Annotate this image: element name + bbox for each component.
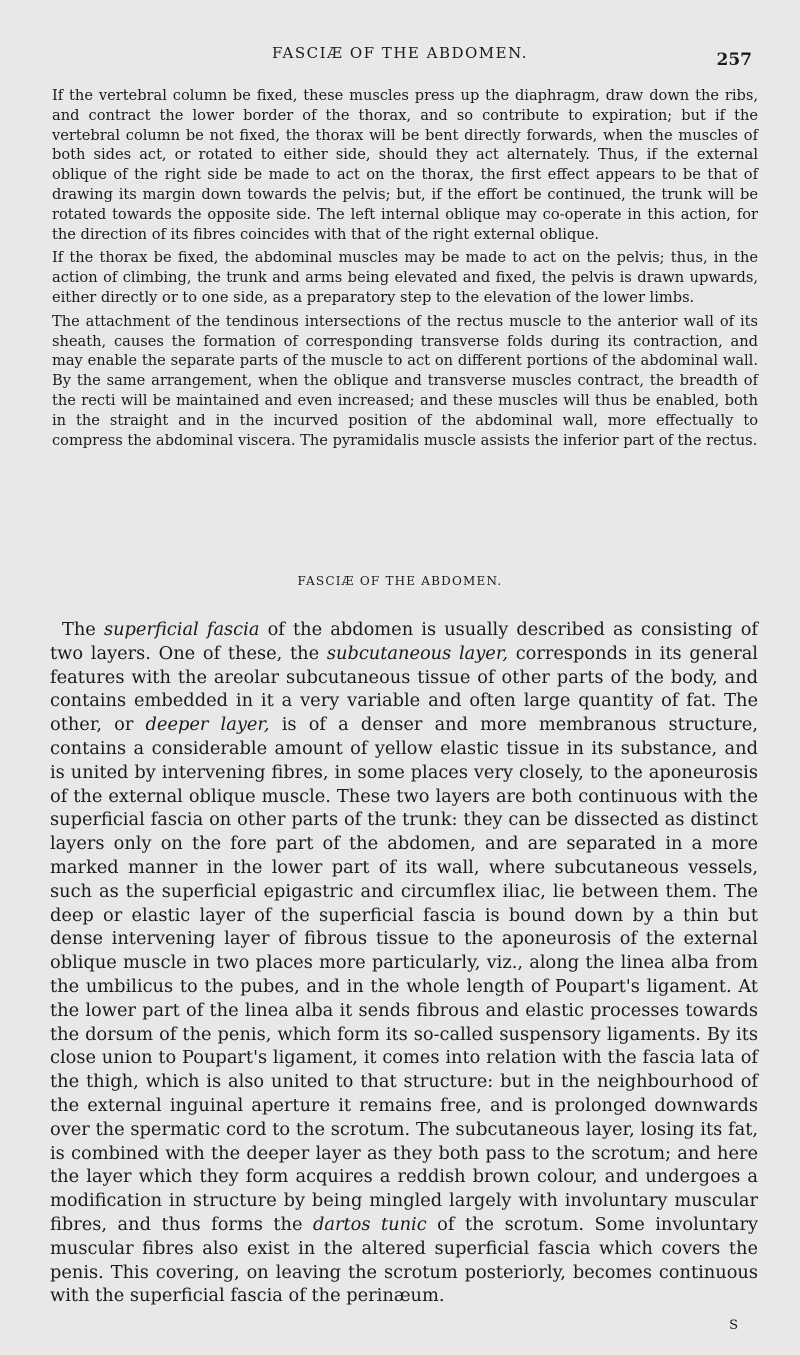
paragraph-vertebral-column: If the vertebral column be fixed, these muscles press up the diaphragm, draw down the ribs, and contract the lower border of the thorax, and so contribute to expiration; but if the vertebral column be not fixed, the thorax will be bent directly forwards, when the muscles of both sides act, or rotated to either side, should they act alternately. Thus, if the external oblique of the right side be made to act on the thorax, the first effect appears to be that of drawing its margin down towards the pelvis; but, if the effort be continued, the trunk will be rotated towards the opposite side. The left internal oblique may co-operate in this action, for the direction of its fibres coincides with that of the right external oblique.	[52, 87, 758, 243]
section-heading: FASCIÆ OF THE ABDOMEN.	[297, 574, 503, 588]
text-run: The	[62, 619, 104, 640]
signature-mark: S	[729, 1318, 738, 1333]
paragraph-superficial-fascia	[50, 618, 758, 1308]
fascia-section-body	[50, 618, 758, 1308]
term-deeper-layer: deeper layer,	[145, 714, 270, 736]
term-superficial-fascia: superficial fascia	[103, 619, 260, 640]
text-run: corresponds in its general features with the areolar subcutaneous tissue of other parts of the body, and contains embedded in it a very variable and often large quantity of fat. The other, or	[50, 642, 758, 736]
term-subcutaneous-layer: subcutaneous layer,	[326, 642, 509, 664]
page-number: 257	[716, 50, 752, 70]
text-run: of the abdomen is usually described as consisting of two layers. One of these, the	[50, 619, 758, 664]
term-dartos-tunic: dartos tunic	[313, 1213, 427, 1235]
running-title: FASCIÆ OF THE ABDOMEN.	[271, 44, 529, 62]
paragraph-tendinous-intersections: The attachment of the tendinous intersections of the rectus muscle to the anterior wall of its sheath, causes the formation of corresponding transverse folds during its contraction, and may enable the separate parts of the muscle to act on different portions of the abdominal wall. By the same arrangement, when the oblique and transverse muscles contract, the breadth of the recti will be maintained and even increased; and these muscles will thus be enabled, both in the straight and in the incurved position of the abdominal wall, more effectually to compress the abdominal viscera. The pyramidalis muscle assists the inferior part of the rectus.	[52, 312, 758, 449]
text-run: is of a denser and more membranous structure, contains a considerable amount of yellow elastic tissue in its substance, and is united by intervening fibres, in some places very closely, to the aponeurosis of the external oblique muscle. These two layers are both continuous with the superficial fascia on other parts of the trunk: they can be dissected as distinct layers only on the fore part of the abdomen, and are separated in a more marked manner in the lower part of its wall, where subcutaneous vessels, such as the superficial epigastric and circumflex iliac, lie between them. The deep or elastic layer of the superficial fascia is bound down by a thin but dense intervening layer of fibrous tissue to the aponeurosis of the external oblique muscle in two places more particularly, viz., along the linea alba from the umbilicus to the pubes, and in the whole length of Poupart's ligament. At the lower part of the linea alba it sends fibrous and elastic processes towards the dorsum of the penis, which form its so-called suspensory ligaments. By its close union to Poupart's ligament, it comes into relation with the fascia lata of the thigh, which is also united to that structure: but in the neighbourhood of the external inguinal aperture it remains free, and is prolonged downwards over the spermatic cord to the scrotum. The subcutaneous layer, losing its fat, is combined with the deeper layer as they both pass to the scrotum; and here the layer which they form acquires a reddish brown colour, and undergoes a modification in structure by being mingled largely with involuntary muscular fibres, and thus forms the	[50, 714, 758, 1235]
text-run: of the scrotum. Some involuntary muscular fibres also exist in the altered superficial fascia which covers the penis. This covering, on leaving the scrotum posteriorly, becomes continuous with the superficial fascia of the perinæum.	[50, 1213, 759, 1307]
muscle-action-text	[52, 86, 758, 450]
paragraph-thorax-fixed: If the thorax be fixed, the abdominal muscles may be made to act on the pelvis; thus, in the action of climbing, the trunk and arms being elevated and fixed, the pelvis is drawn upwards, either directly or to one side, as a preparatory step to the elevation of the lower limbs.	[52, 249, 758, 306]
